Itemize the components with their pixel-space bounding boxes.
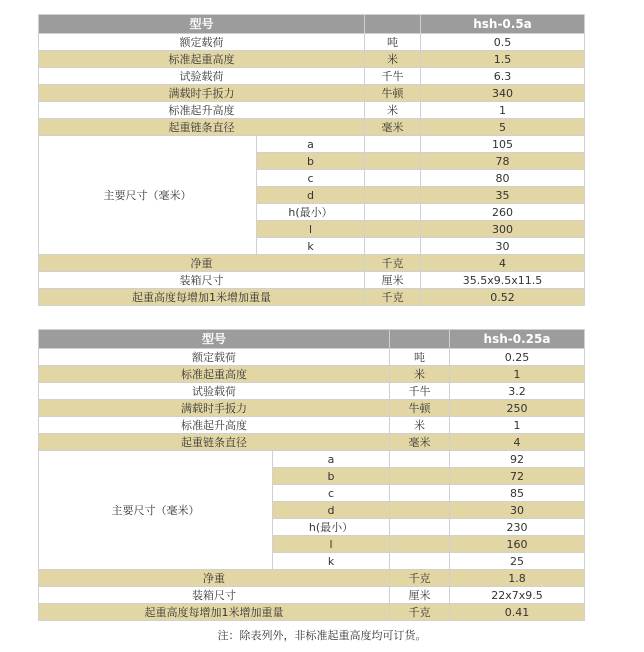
dim-key: h(最小）: [257, 204, 365, 221]
dim-unit: [365, 238, 421, 255]
dim-value: 300: [421, 221, 585, 238]
table-row: [39, 68, 585, 85]
row-value: 4: [450, 434, 585, 451]
row-label: 额定载荷: [39, 349, 390, 366]
row-label: 净重: [39, 255, 365, 272]
row-unit: 千克: [390, 570, 450, 587]
dim-value: 78: [421, 153, 585, 170]
row-value: 22x7x9.5: [450, 587, 585, 604]
row-label: 装箱尺寸: [39, 587, 390, 604]
row-value: 0.25: [450, 349, 585, 366]
row-value: 250: [450, 400, 585, 417]
header-unit: [390, 330, 450, 349]
dim-value: 230: [450, 519, 585, 536]
row-value: 1.5: [421, 51, 585, 68]
row-unit: 千克: [365, 289, 421, 306]
table-row: [39, 119, 585, 136]
dim-unit: [365, 153, 421, 170]
row-value: 5: [421, 119, 585, 136]
dim-key: c: [257, 170, 365, 187]
table-row: [39, 255, 585, 272]
dim-value: 30: [450, 502, 585, 519]
dim-value: 72: [450, 468, 585, 485]
row-label: 标准起升高度: [39, 102, 365, 119]
row-label: 额定载荷: [39, 34, 365, 51]
table-row: [39, 383, 585, 400]
dim-unit: [365, 136, 421, 153]
dim-key: d: [273, 502, 390, 519]
footnote: 注：除表列外，非标准起重高度均可订货。: [217, 629, 427, 642]
dim-unit: [390, 502, 450, 519]
row-value: 1: [421, 102, 585, 119]
table-row: [39, 587, 585, 604]
row-unit: 毫米: [365, 119, 421, 136]
row-label: 试验载荷: [39, 383, 390, 400]
dim-value: 80: [421, 170, 585, 187]
table-row: [39, 570, 585, 587]
dim-key: b: [273, 468, 390, 485]
row-unit: 米: [390, 366, 450, 383]
row-unit: 毫米: [390, 434, 450, 451]
header-unit: [365, 15, 421, 34]
row-value: 0.5: [421, 34, 585, 51]
dim-unit: [390, 536, 450, 553]
row-label: 试验载荷: [39, 68, 365, 85]
dim-unit: [390, 451, 450, 468]
row-value: 6.3: [421, 68, 585, 85]
row-unit: 千克: [390, 604, 450, 621]
row-label: 起重高度每增加1米增加重量: [39, 289, 365, 306]
row-label: 起重链条直径: [39, 434, 390, 451]
dim-key: a: [257, 136, 365, 153]
table-row: [39, 102, 585, 119]
dim-key: k: [257, 238, 365, 255]
row-value: 1.8: [450, 570, 585, 587]
row-value: 340: [421, 85, 585, 102]
row-label: 净重: [39, 570, 390, 587]
dim-key: d: [257, 187, 365, 204]
row-label: 标准起升高度: [39, 417, 390, 434]
row-unit: 千牛: [365, 68, 421, 85]
table-header-row: [39, 330, 585, 349]
dim-value: 25: [450, 553, 585, 570]
dim-key: l: [273, 536, 390, 553]
dim-value: 260: [421, 204, 585, 221]
row-unit: 厘米: [390, 587, 450, 604]
table-row: [39, 366, 585, 383]
row-label: 标准起重高度: [39, 366, 390, 383]
dim-unit: [365, 204, 421, 221]
dim-key: l: [257, 221, 365, 238]
row-unit: 米: [365, 51, 421, 68]
dim-unit: [390, 519, 450, 536]
row-value: 1: [450, 366, 585, 383]
dim-key: a: [273, 451, 390, 468]
row-label: 标准起重高度: [39, 51, 365, 68]
dim-key: b: [257, 153, 365, 170]
table-row: [39, 400, 585, 417]
row-label: 满载时手扳力: [39, 85, 365, 102]
dim-value: 92: [450, 451, 585, 468]
dim-key: k: [273, 553, 390, 570]
row-value: 0.41: [450, 604, 585, 621]
table-row: [39, 434, 585, 451]
table-row: [39, 51, 585, 68]
table-row: [39, 34, 585, 51]
dim-key: c: [273, 485, 390, 502]
dim-group-label: 主要尺寸（毫米）: [39, 451, 273, 570]
dim-group-label: 主要尺寸（毫米）: [39, 136, 257, 255]
header-label: 型号: [39, 15, 365, 34]
row-unit: 千牛: [390, 383, 450, 400]
table-row: [39, 289, 585, 306]
row-unit: 吨: [390, 349, 450, 366]
dim-value: 30: [421, 238, 585, 255]
table-row: [39, 272, 585, 289]
dim-row: [39, 451, 585, 468]
dim-value: 160: [450, 536, 585, 553]
row-value: 35.5x9.5x11.5: [421, 272, 585, 289]
dim-value: 105: [421, 136, 585, 153]
row-unit: 牛顿: [365, 85, 421, 102]
row-value: 3.2: [450, 383, 585, 400]
table-row: [39, 85, 585, 102]
row-label: 起重链条直径: [39, 119, 365, 136]
row-unit: 千克: [365, 255, 421, 272]
row-value: 4: [421, 255, 585, 272]
table-header-row: [39, 15, 585, 34]
row-unit: 米: [365, 102, 421, 119]
header-model: hsh-0.5a: [421, 15, 585, 34]
spec-table-1: [38, 14, 585, 306]
row-label: 起重高度每增加1米增加重量: [39, 604, 390, 621]
table-row: [39, 417, 585, 434]
dim-unit: [390, 468, 450, 485]
dim-unit: [365, 187, 421, 204]
spec-table-2: [38, 329, 585, 621]
row-unit: 厘米: [365, 272, 421, 289]
row-value: 1: [450, 417, 585, 434]
dim-unit: [390, 553, 450, 570]
header-model: hsh-0.25a: [450, 330, 585, 349]
dim-key: h(最小）: [273, 519, 390, 536]
table-row: [39, 349, 585, 366]
row-value: 0.52: [421, 289, 585, 306]
dim-value: 35: [421, 187, 585, 204]
dim-unit: [365, 170, 421, 187]
header-label: 型号: [39, 330, 390, 349]
row-label: 满载时手扳力: [39, 400, 390, 417]
dim-value: 85: [450, 485, 585, 502]
dim-unit: [390, 485, 450, 502]
row-label: 装箱尺寸: [39, 272, 365, 289]
row-unit: 米: [390, 417, 450, 434]
row-unit: 吨: [365, 34, 421, 51]
dim-unit: [365, 221, 421, 238]
table-row: [39, 604, 585, 621]
row-unit: 牛顿: [390, 400, 450, 417]
dim-row: [39, 136, 585, 153]
